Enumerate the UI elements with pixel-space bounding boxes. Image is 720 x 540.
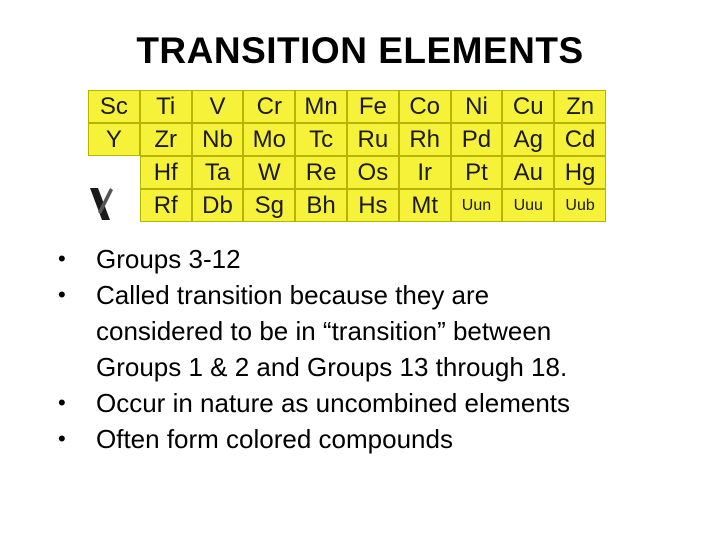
bullet-dot-icon: • <box>58 246 66 271</box>
element-cell: Tc <box>295 123 347 156</box>
periodic-table-image <box>88 90 606 222</box>
element-cell: Re <box>295 156 347 189</box>
bullet-list <box>56 241 706 457</box>
bullet-dot-icon: • <box>58 282 66 307</box>
element-cell: Hf <box>140 156 192 189</box>
bullet-dot-icon: • <box>58 390 66 415</box>
element-cell: Mn <box>295 90 347 123</box>
element-cell: Ir <box>399 156 451 189</box>
bullet-text-line: considered to be in “transition” between <box>96 316 552 346</box>
element-cell: Hs <box>347 189 399 222</box>
element-cell: Cr <box>243 90 295 123</box>
element-cell: Db <box>192 189 244 222</box>
element-cell: Sg <box>243 189 295 222</box>
element-cell: Uuu <box>502 189 554 222</box>
element-cell: Uun <box>451 189 503 222</box>
element-cell: Fe <box>347 90 399 123</box>
element-cell: Mt <box>399 189 451 222</box>
element-cell: Au <box>502 156 554 189</box>
element-cell: Cd <box>554 123 606 156</box>
bullet-dot-icon: • <box>58 426 66 451</box>
empty-cell <box>88 189 140 222</box>
element-cell: Ti <box>140 90 192 123</box>
bullet-text-line: Occur in nature as uncombined elements <box>96 388 571 418</box>
element-cell: Pt <box>451 156 503 189</box>
element-cell: V <box>192 90 244 123</box>
element-cell: Ag <box>502 123 554 156</box>
bullet-text-line: Groups 1 & 2 and Groups 13 through 18. <box>96 352 568 382</box>
element-cell: Ta <box>192 156 244 189</box>
bullet-text-line: Often form colored compounds <box>96 424 453 454</box>
element-cell: Hg <box>554 156 606 189</box>
element-cell: Ni <box>451 90 503 123</box>
element-cell: Pd <box>451 123 503 156</box>
slide-title: TRANSITION ELEMENTS <box>136 30 584 71</box>
element-cell: Ru <box>347 123 399 156</box>
element-cell: Rf <box>140 189 192 222</box>
element-cell: Zn <box>554 90 606 123</box>
bullet-text-line: Called transition because they are <box>96 280 490 310</box>
element-cell: Mo <box>243 123 295 156</box>
element-cell: Zr <box>140 123 192 156</box>
element-cell: Uub <box>554 189 606 222</box>
element-cell: Os <box>347 156 399 189</box>
element-cell: Sc <box>88 90 140 123</box>
empty-cell <box>88 156 140 189</box>
bullet-item <box>56 241 706 277</box>
element-grid <box>88 90 606 222</box>
element-cell: W <box>243 156 295 189</box>
bullet-text-line: Groups 3-12 <box>96 244 241 274</box>
bullet-item <box>56 385 706 421</box>
element-cell: Bh <box>295 189 347 222</box>
element-cell: Cu <box>502 90 554 123</box>
element-cell: Co <box>399 90 451 123</box>
bullet-item <box>56 421 706 457</box>
element-cell: Y <box>88 123 140 156</box>
bullet-item <box>56 277 706 385</box>
element-cell: Nb <box>192 123 244 156</box>
element-cell: Rh <box>399 123 451 156</box>
